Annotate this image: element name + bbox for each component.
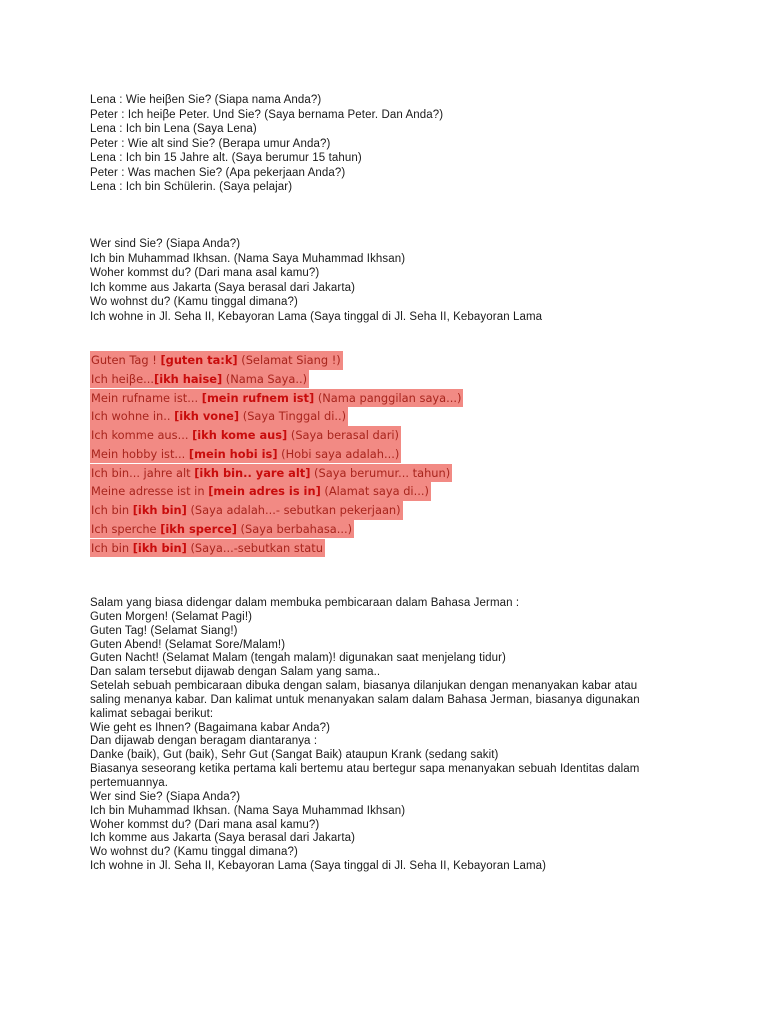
- greeting-line: Wo wohnst du? (Kamu tinggal dimana?): [90, 846, 298, 859]
- phrase-translation: (Nama panggilan saya...): [314, 390, 462, 405]
- phrase-translation: (Saya berumur... tahun): [310, 465, 451, 480]
- highlighted-phrase: [90, 389, 463, 408]
- phrase-german: Mein hobby ist...: [91, 446, 189, 461]
- phrase-row: [90, 426, 690, 445]
- phrase-translation: (Saya adalah...- sebutkan pekerjaan): [186, 503, 401, 517]
- greeting-line: Dan salam tersebut dijawab dengan Salam yang sama..: [90, 666, 381, 679]
- phrase-german: Ich bin: [91, 503, 133, 517]
- dialog-line: Lena : Ich bin Lena (Saya Lena): [90, 123, 257, 135]
- phrase-german: Ich sperche: [91, 521, 161, 536]
- highlighted-phrase: [90, 445, 401, 464]
- highlighted-phrase: [90, 482, 431, 501]
- greeting-line: Danke (baik), Gut (baik), Sehr Gut (Sangat Baik) ataupun Krank (sedang sakit): [90, 749, 499, 762]
- phrase-pronunciation: [ikh bin]: [132, 503, 187, 517]
- phrase-row: [90, 520, 690, 539]
- dialog-section: [90, 93, 690, 195]
- phrase-pronunciation: [guten ta:k]: [160, 353, 238, 367]
- greeting-line: Guten Nacht! (Selamat Malam (tengah malam)! digunakan saat menjelang tidur): [90, 652, 506, 665]
- greetings-section: [90, 597, 690, 874]
- phrase-pronunciation: [ikh haise]: [154, 371, 223, 386]
- highlighted-phrase: [90, 501, 403, 520]
- greeting-line: kalimat sebagai berikut:: [90, 707, 214, 720]
- identity-line: Wer sind Sie? (Siapa Anda?): [90, 238, 241, 250]
- phrase-row: [90, 370, 690, 389]
- highlighted-phrase: [90, 520, 354, 539]
- phrase-row: [90, 482, 690, 501]
- phrase-translation: (Saya...-sebutkan statu: [186, 540, 323, 555]
- greeting-line: pertemuannya.: [90, 776, 169, 789]
- greeting-line: Guten Morgen! (Selamat Pagi!): [90, 610, 253, 623]
- phrase-pronunciation: [mein rufnem ist]: [201, 390, 315, 405]
- phrase-pronunciation: [ikh vone]: [174, 409, 240, 424]
- identity-line: Ich wohne in Jl. Seha II, Kebayoran Lama (Saya tinggal di Jl. Seha II, Kebayoran Lama: [90, 310, 543, 323]
- phrase-pronunciation: [ikh bin]: [132, 540, 187, 555]
- phrase-pronunciation: [ikh bin.. yare alt]: [194, 465, 311, 480]
- dialog-line: Peter : Was machen Sie? (Apa pekerjaan Anda?): [90, 166, 346, 179]
- phrase-german: Ich bin: [91, 540, 133, 555]
- phrase-pronunciation: [mein hobi is]: [188, 446, 278, 461]
- phrase-german: Ich heiβe...: [91, 371, 154, 386]
- phrase-pronunciation: [ikh kome aus]: [192, 428, 288, 442]
- greeting-line: Salam yang biasa didengar dalam membuka pembicaraan dalam Bahasa Jerman :: [90, 597, 520, 609]
- greeting-line: Ich bin Muhammad Ikhsan. (Nama Saya Muhammad Ikhsan): [90, 804, 406, 817]
- phrase-translation: (Saya berasal dari): [287, 428, 399, 442]
- phrase-pronunciation: [mein adres is in]: [208, 484, 321, 499]
- dialog-line: Lena : Ich bin Schülerin. (Saya pelajar): [90, 181, 293, 193]
- dialog-line: Lena : Wie heiβen Sie? (Siapa nama Anda?): [90, 94, 322, 106]
- phrase-german: Ich bin... jahre alt: [91, 465, 195, 480]
- phrase-row: [90, 445, 690, 464]
- dialog-line: Peter : Ich heiβe Peter. Und Sie? (Saya bernama Peter. Dan Anda?): [90, 108, 444, 121]
- phrase-translation: (Nama Saya..): [222, 371, 308, 386]
- phrase-german: Mein rufname ist...: [91, 390, 202, 405]
- phrase-row: [90, 407, 690, 426]
- greeting-line: Wer sind Sie? (Siapa Anda?): [90, 790, 241, 803]
- phrase-german: Ich komme aus...: [91, 428, 193, 442]
- highlighted-phrases-section: [90, 351, 690, 557]
- phrase-row: [90, 389, 690, 408]
- greeting-line: Setelah sebuah pembicaraan dibuka dengan salam, biasanya dilanjukan dengan menanyakan kabar atau: [90, 680, 638, 693]
- highlighted-phrase: [90, 351, 343, 370]
- phrase-german: Guten Tag !: [91, 353, 161, 367]
- greeting-line: Wie geht es Ihnen? (Bagaimana kabar Anda?): [90, 721, 331, 734]
- phrase-row: [90, 539, 690, 558]
- highlighted-phrase: [90, 539, 325, 558]
- highlighted-phrase: [90, 464, 452, 483]
- phrase-translation: (Saya berbahasa...): [236, 521, 353, 536]
- greeting-line: Guten Abend! (Selamat Sore/Malam!): [90, 638, 286, 651]
- dialog-line: Peter : Wie alt sind Sie? (Berapa umur Anda?): [90, 137, 331, 150]
- greeting-line: Biasanya seseorang ketika pertama kali bertemu atau bertegur sapa menanyakan sebuah Identitas dalam: [90, 763, 640, 776]
- highlighted-phrase: [90, 426, 401, 445]
- greeting-line: Dan dijawab dengan beragam diantaranya :: [90, 735, 318, 748]
- greeting-line: Guten Tag! (Selamat Siang!): [90, 624, 238, 637]
- highlighted-phrase: [90, 370, 309, 389]
- phrase-translation: (Selamat Siang !): [237, 353, 341, 367]
- phrase-translation: (Alamat saya di...): [320, 484, 429, 499]
- identity-line: Ich komme aus Jakarta (Saya berasal dari Jakarta): [90, 281, 356, 294]
- highlighted-phrase: [90, 407, 348, 426]
- greeting-line: Woher kommst du? (Dari mana asal kamu?): [90, 818, 320, 831]
- greeting-line: Ich wohne in Jl. Seha II, Kebayoran Lama (Saya tinggal di Jl. Seha II, Kebayoran Lama): [90, 860, 547, 873]
- greeting-line: saling menanya kabar. Dan kalimat untuk menanyakan salam dalam Bahasa Jerman, biasanya digunakan: [90, 693, 640, 706]
- greeting-line: Ich komme aus Jakarta (Saya berasal dari Jakarta): [90, 832, 356, 845]
- phrase-translation: (Hobi saya adalah...): [277, 446, 400, 461]
- phrase-german: Meine adresse ist in: [91, 484, 209, 499]
- dialog-line: Lena : Ich bin 15 Jahre alt. (Saya berumur 15 tahun): [90, 152, 362, 164]
- phrase-row: [90, 464, 690, 483]
- identity-line: Ich bin Muhammad Ikhsan. (Nama Saya Muhammad Ikhsan): [90, 252, 406, 265]
- phrase-pronunciation: [ikh sperce]: [160, 521, 237, 536]
- phrase-translation: (Saya Tinggal di..): [239, 409, 347, 424]
- identity-line: Wo wohnst du? (Kamu tinggal dimana?): [90, 296, 298, 308]
- phrase-row: [90, 501, 690, 520]
- identity-line: Woher kommst du? (Dari mana asal kamu?): [90, 267, 320, 279]
- phrase-german: Ich wohne in..: [91, 409, 175, 424]
- phrase-row: [90, 351, 690, 370]
- identity-section: [90, 237, 690, 324]
